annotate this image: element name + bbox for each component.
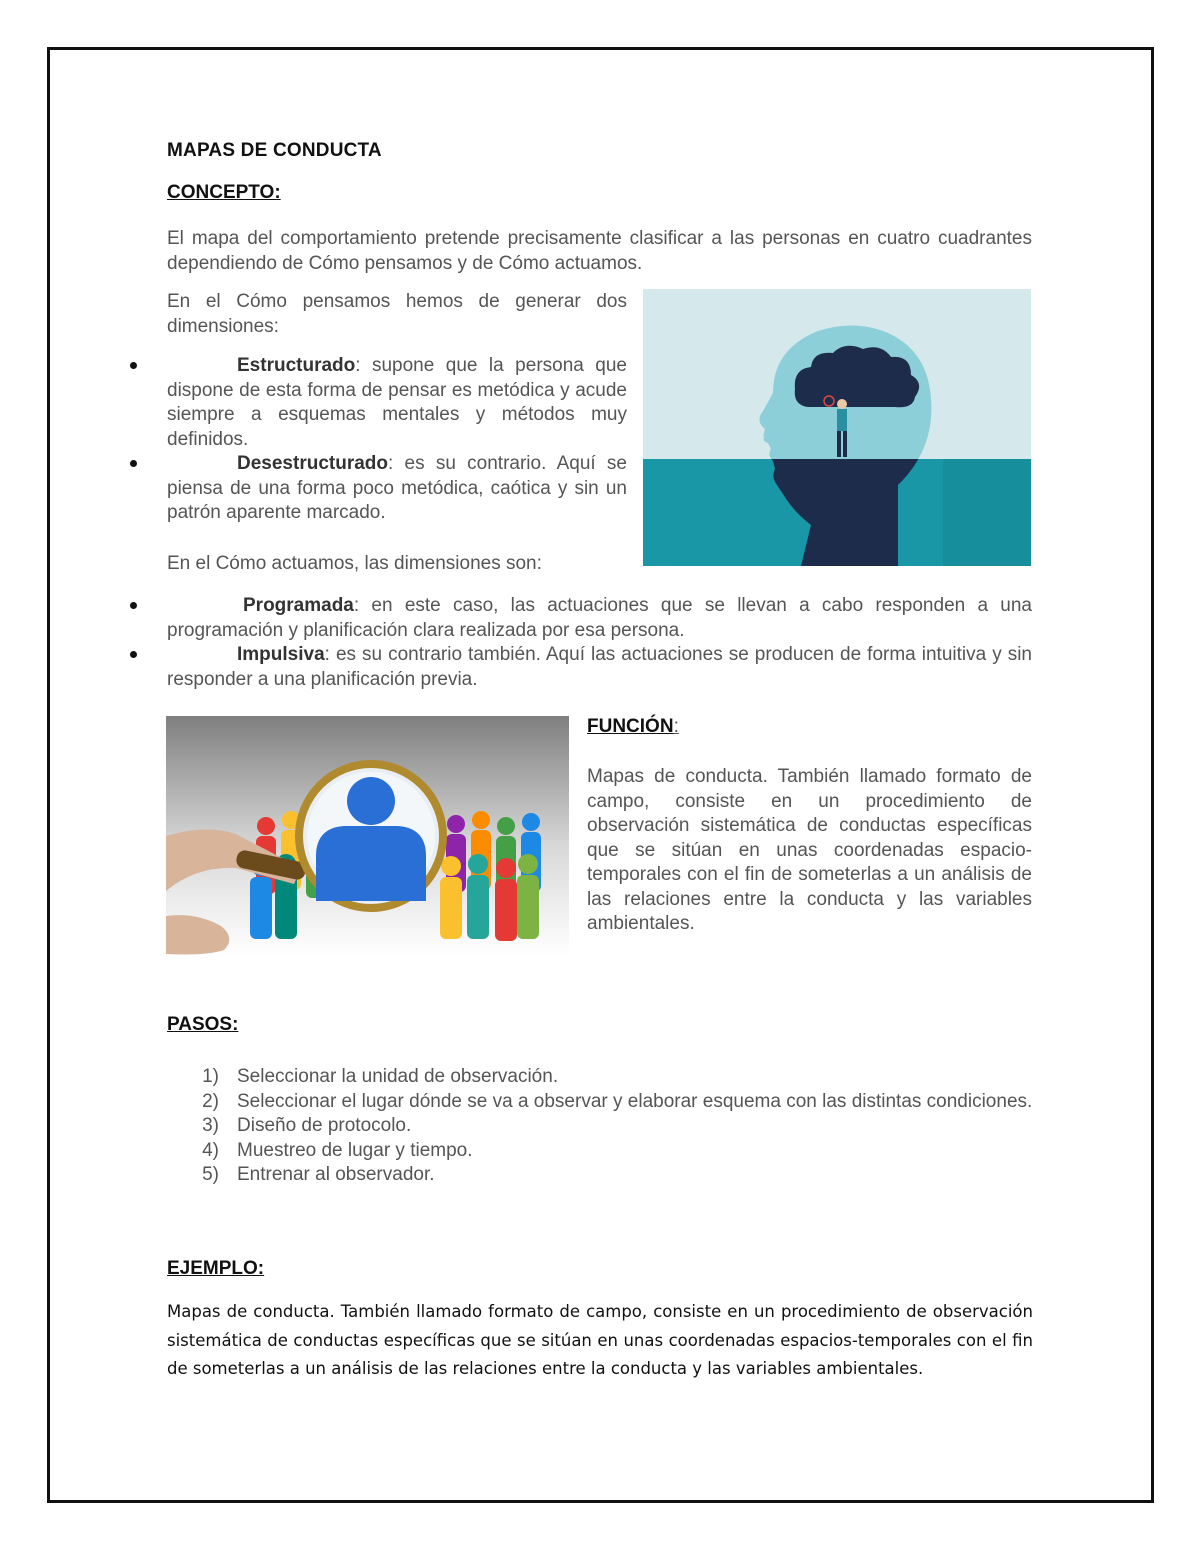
actuamos-intro: En el Cómo actuamos, las dimensiones son: (167, 553, 542, 574)
pasos-heading: PASOS: (167, 1014, 239, 1035)
term-desestructurado: Desestructurado (237, 453, 388, 474)
pasos-text: Seleccionar el lugar dónde se va a observar y elaborar esquema con las distintas condiciones. (237, 1090, 1033, 1112)
pensamos-intro: En el Cómo pensamos hemos de generar dos dimensiones: (167, 291, 627, 337)
pasos-item-3 (193, 1114, 1033, 1139)
pasos-text: Entrenar al observador. (237, 1164, 435, 1185)
list-item-impulsiva (167, 643, 1032, 692)
text-programada: : en este caso, las actuaciones que se llevan a cabo responden a una programación y planificación clara realizada por esa persona. (167, 595, 1032, 641)
pasos-text: Diseño de protocolo. (237, 1115, 412, 1136)
pasos-num: 3) (202, 1115, 219, 1136)
pasos-item-5 (193, 1163, 1033, 1188)
pasos-num: 2) (202, 1090, 219, 1112)
pasos-item-4 (193, 1139, 1033, 1164)
concepto-intro: El mapa del comportamiento pretende precisamente clasificar a las personas en cuatro cuadrantes dependiendo de Cómo pensamos y de Cómo actuamos. (167, 228, 1032, 274)
pasos-num: 1) (202, 1066, 219, 1087)
text-estructurado: : supone que la persona que dispone de esta forma de pensar es metódica y acude siempre a esquemas mentales y métodos muy definidos. (167, 355, 627, 450)
list-item-estructurado (167, 354, 627, 452)
bullet-icon (130, 602, 137, 609)
funcion-heading-label: FUNCIÓN (587, 716, 674, 737)
list-item-desestructurado (167, 452, 627, 526)
ejemplo-text: Mapas de conducta. También llamado formato de campo, consiste en un procedimiento de observación sistemática de conductas específicas que se sitúan en unas coordenadas espacios-temporales con el fin de someterlas a un análisis de las relaciones entre la conducta y las variables ambientales. (167, 1302, 1033, 1378)
funcion-heading (587, 716, 679, 738)
pasos-text: Seleccionar la unidad de observación. (237, 1066, 559, 1087)
term-impulsiva: Impulsiva (237, 644, 325, 665)
funcion-heading-colon: : (673, 716, 679, 737)
ejemplo-heading: EJEMPLO: (167, 1258, 265, 1279)
head-silhouette-illustration (643, 289, 1031, 566)
bullet-icon (130, 651, 137, 658)
head-silhouette-svg (643, 289, 1031, 566)
document-title: MAPAS DE CONDUCTA (167, 140, 382, 161)
list-item-programada (167, 594, 1032, 643)
magnifier-crowd-illustration (166, 716, 569, 984)
concepto-heading: CONCEPTO: (167, 182, 281, 203)
text-desestructurado: : es su contrario. Aquí se piensa de una forma poco metódica, caótica y sin un patrón aparente marcado. (167, 453, 627, 523)
pasos-item-1 (193, 1065, 1033, 1090)
pasos-num: 5) (202, 1164, 219, 1185)
bullet-icon (130, 460, 137, 467)
text-impulsiva: : es su contrario también. Aquí las actuaciones se producen de forma intuitiva y sin responder a una planificación previa. (167, 644, 1032, 690)
term-estructurado: Estructurado (237, 355, 356, 376)
pasos-list (193, 1065, 1033, 1188)
pasos-item-2 (193, 1090, 1033, 1115)
pasos-num: 4) (202, 1139, 219, 1161)
magnifier-crowd-svg (166, 716, 569, 984)
term-programada: Programada (243, 595, 354, 616)
bullet-icon (130, 362, 137, 369)
funcion-text: Mapas de conducta. También llamado formato de campo, consiste en un procedimiento de observación sistemática de conductas específicas que se sitúan en unas coordenadas espacio-temporales con el fin de someterlas a un análisis de las relaciones entre la conducta y las variables ambientales. (587, 766, 1032, 934)
pasos-text: Muestreo de lugar y tiempo. (237, 1139, 473, 1161)
